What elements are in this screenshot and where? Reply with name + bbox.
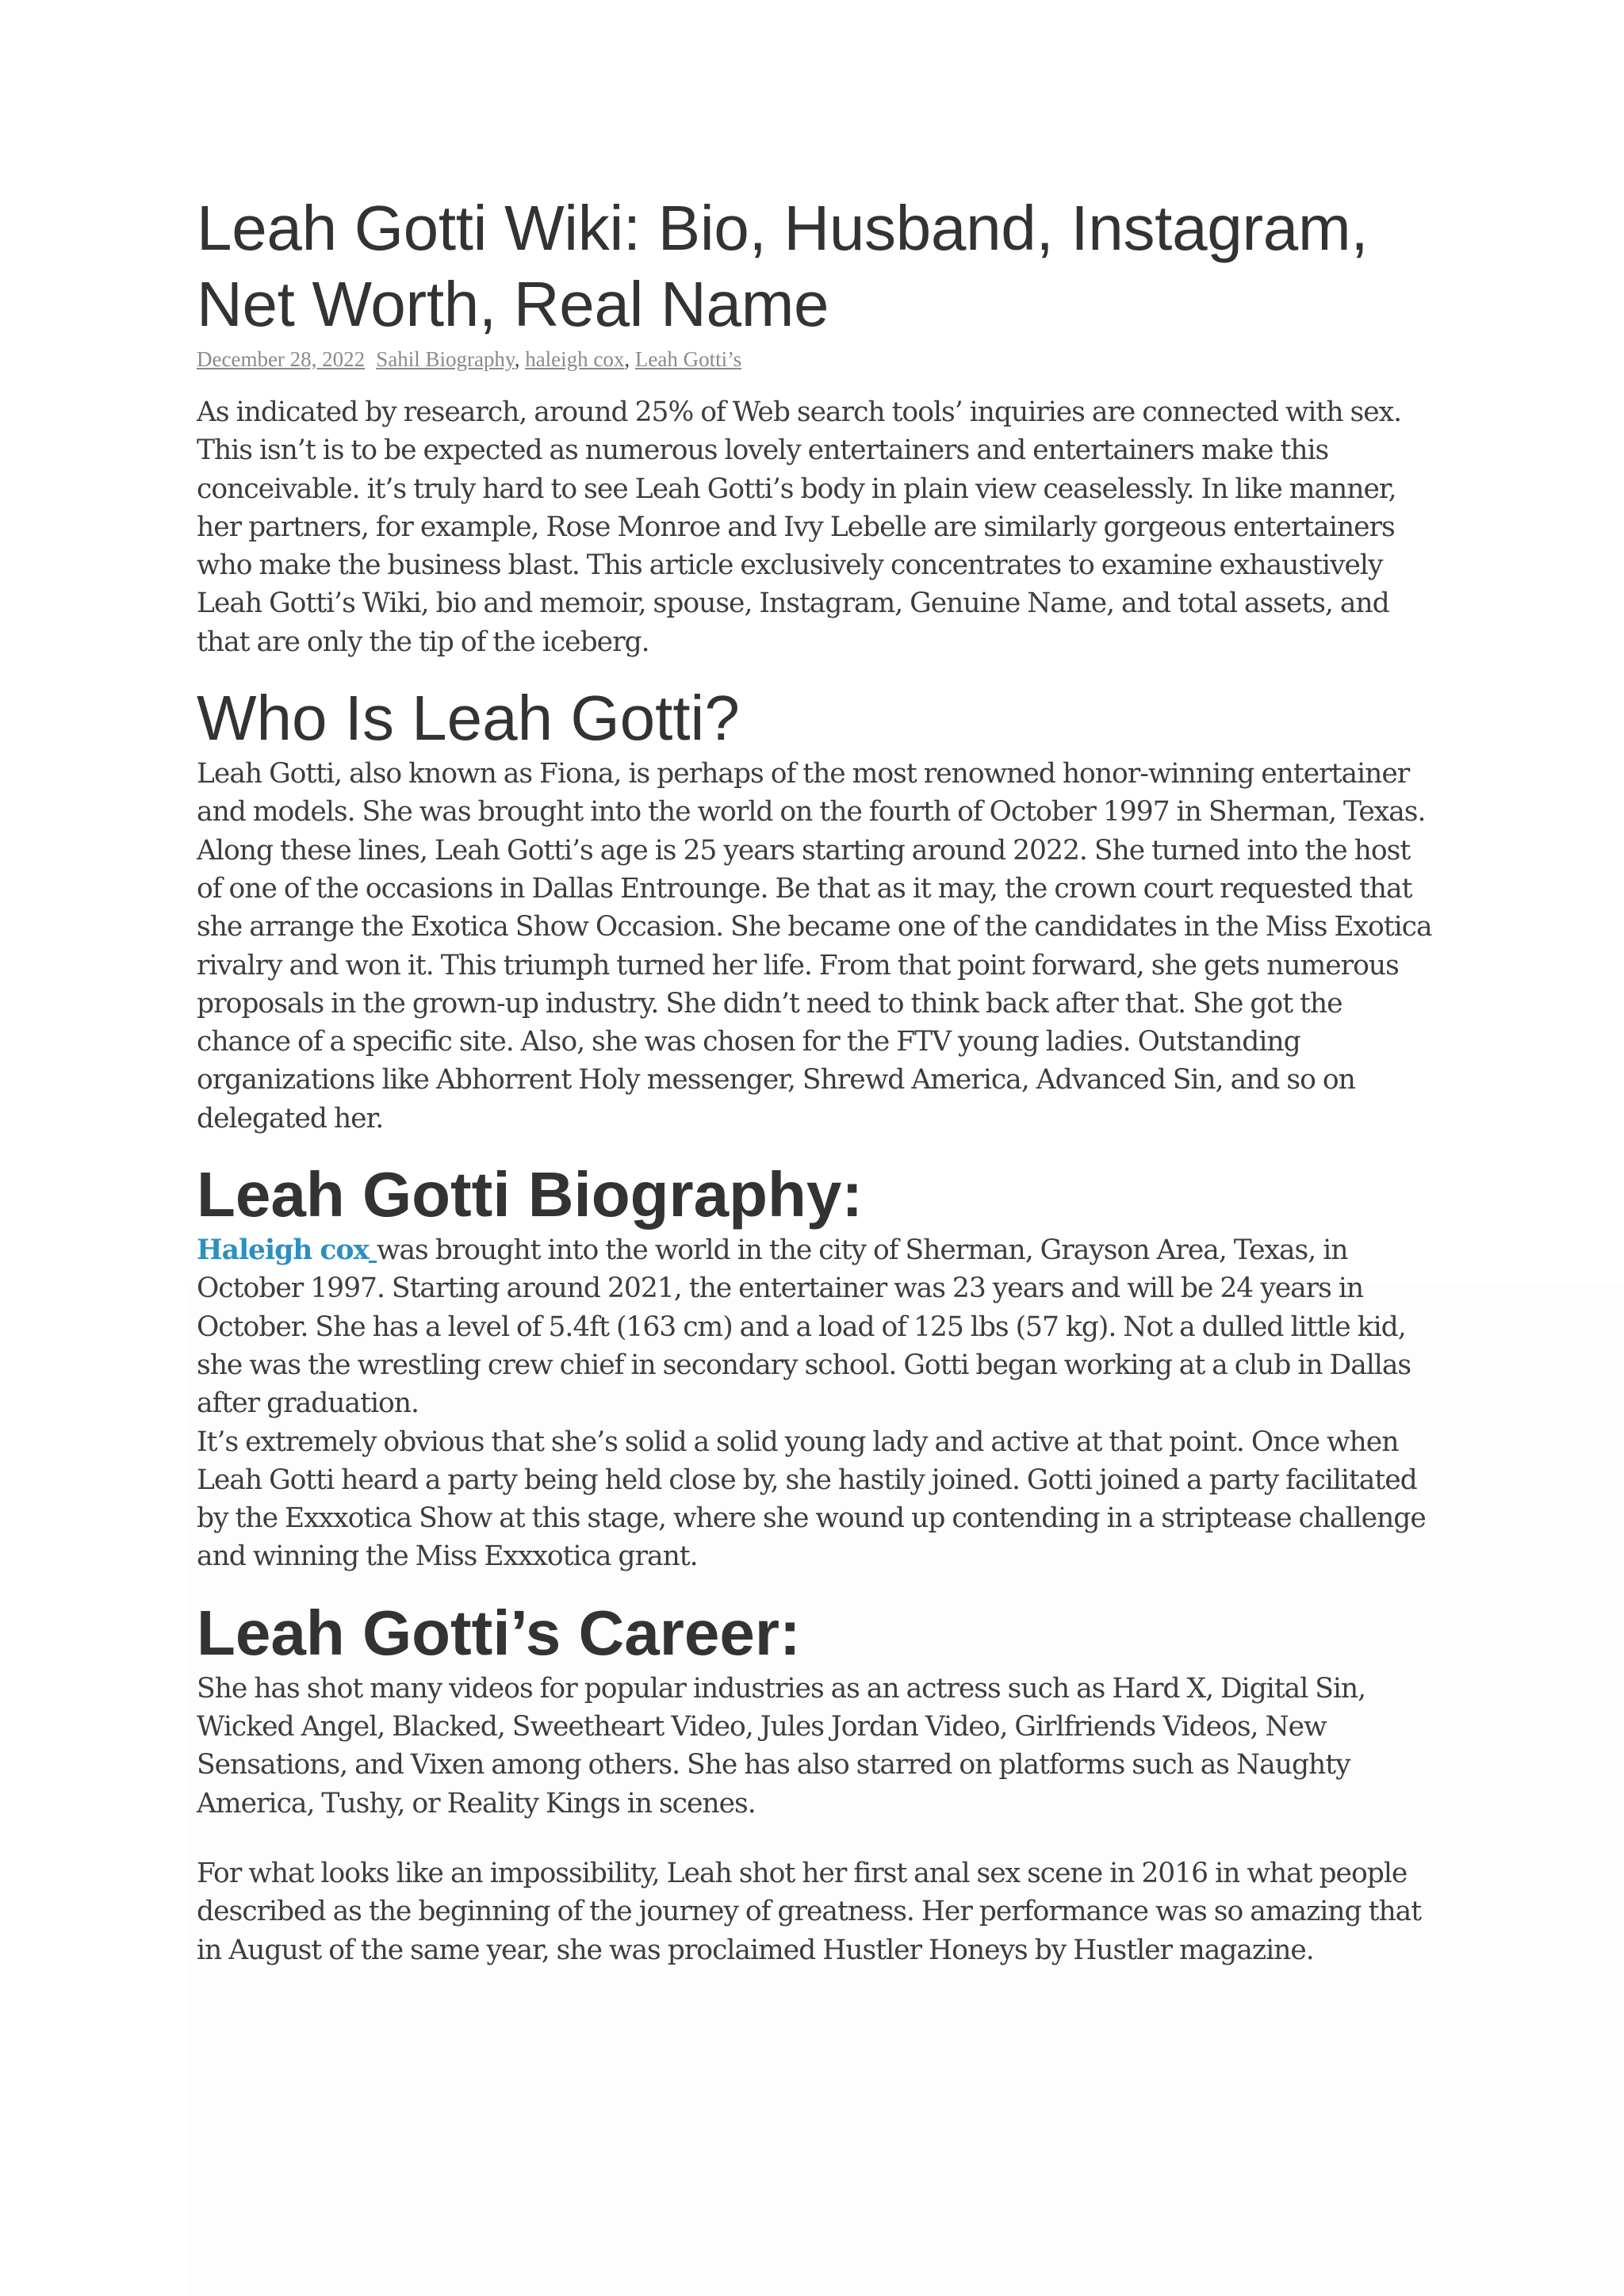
meta-separator: ,: [624, 347, 630, 371]
section-heading-career: Leah Gotti’s Career:: [197, 1597, 801, 1668]
biography-paragraph-1: [197, 1231, 1434, 1422]
intro-paragraph: As indicated by research, around 25% of Web search tools’ inquiries are connected with sex. This isn’t is to be expected as numerous lovely entertainers and entertainers make this conceivable. it’s truly hard to see Leah Gotti’s body in plain view ceaselessly. In like manner, her partners, for example, Rose Monroe and Ivy Lebelle are similarly gorgeous entertainers who make the business blast. This article exclusively concentrates to examine exhaustively Leah Gotti’s Wiki, bio and memoir, spouse, Instagram, Genuine Name, and total assets, and that are only the tip of the iceberg.: [197, 396, 1402, 658]
article: [197, 190, 1434, 1969]
who-paragraph: Leah Gotti, also known as Fiona, is perhaps of the most renowned honor-winning entertainer and models. She was brought into the world on the fourth of October 1997 in Sherman, Texas. Along these lines, Leah Gotti’s age is 25 years starting around 2022. She turned into the host of one of the occasions in Dallas Entrounge. Be that as it may, the crown court requested that she arrange the Exotica Show Occasion. She became one of the candidates in the Miss Exotica rivalry and won it. This triumph turned her life. From that point forward, she gets numerous proposals in the grown-up industry. She didn’t need to think back after that. She got the chance of a specific site. Also, she was chosen for the FTV young ladies. Outstanding organizations like Abhorrent Holy messenger, Shrewd America, Advanced Sin, and so on delegated her.: [197, 758, 1432, 1135]
post-meta: [197, 346, 1434, 373]
section-heading-biography: Leah Gotti Biography:: [197, 1159, 863, 1230]
tag-link-haleigh-cox[interactable]: haleigh cox: [525, 347, 625, 371]
author-link[interactable]: Sahil Biography: [376, 347, 515, 371]
haleigh-cox-link[interactable]: Haleigh cox: [197, 1234, 369, 1267]
biography-paragraph-2: It’s extremely obvious that she’s solid a solid young lady and active at that point. Once when Leah Gotti heard a party being held close by, she hastily joined. Gotti joined a party facilitated by the Exxxotica Show at this stage, where she wound up contending in a striptease challenge and winning the Miss Exxxotica grant.: [197, 1425, 1426, 1573]
meta-separator: ,: [514, 347, 520, 371]
post-title: Leah Gotti Wiki: Bio, Husband, Instagram, Net Worth, Real Name: [197, 193, 1369, 339]
post-date-link[interactable]: December 28, 2022: [197, 347, 366, 371]
biography-paragraph-1-text: was brought into the world in the city of Sherman, Grayson Area, Texas, in October 1997. Starting around 2021, the entertainer was 23 years and will be 24 years in October. She has a level of 5.4ft (163 cm) and a load of 125 lbs (57 kg). Not a dulled little kid, she was the wrestling crew chief in secondary school. Gotti began working at a club in Dallas after graduation.: [197, 1234, 1411, 1420]
section-heading-who: Who Is Leah Gotti?: [197, 683, 740, 754]
tag-link-leah-gottis[interactable]: Leah Gotti’s: [634, 347, 742, 371]
career-paragraph-2: For what looks like an impossibility, Leah shot her first anal sex scene in 2016 in what people described as the beginning of the journey of greatness. Her performance was so amazing that in August of the same year, she was proclaimed Hustler Honeys by Hustler magazine.: [197, 1857, 1422, 1966]
career-paragraph-1: She has shot many videos for popular industries as an actress such as Hard X, Digital Sin, Wicked Angel, Blacked, Sweetheart Video, Jules Jordan Video, Girlfriends Videos, New Sensations, and Vixen among others. She has also starred on platforms such as Naughty America, Tushy, or Reality Kings in scenes.: [197, 1672, 1366, 1820]
